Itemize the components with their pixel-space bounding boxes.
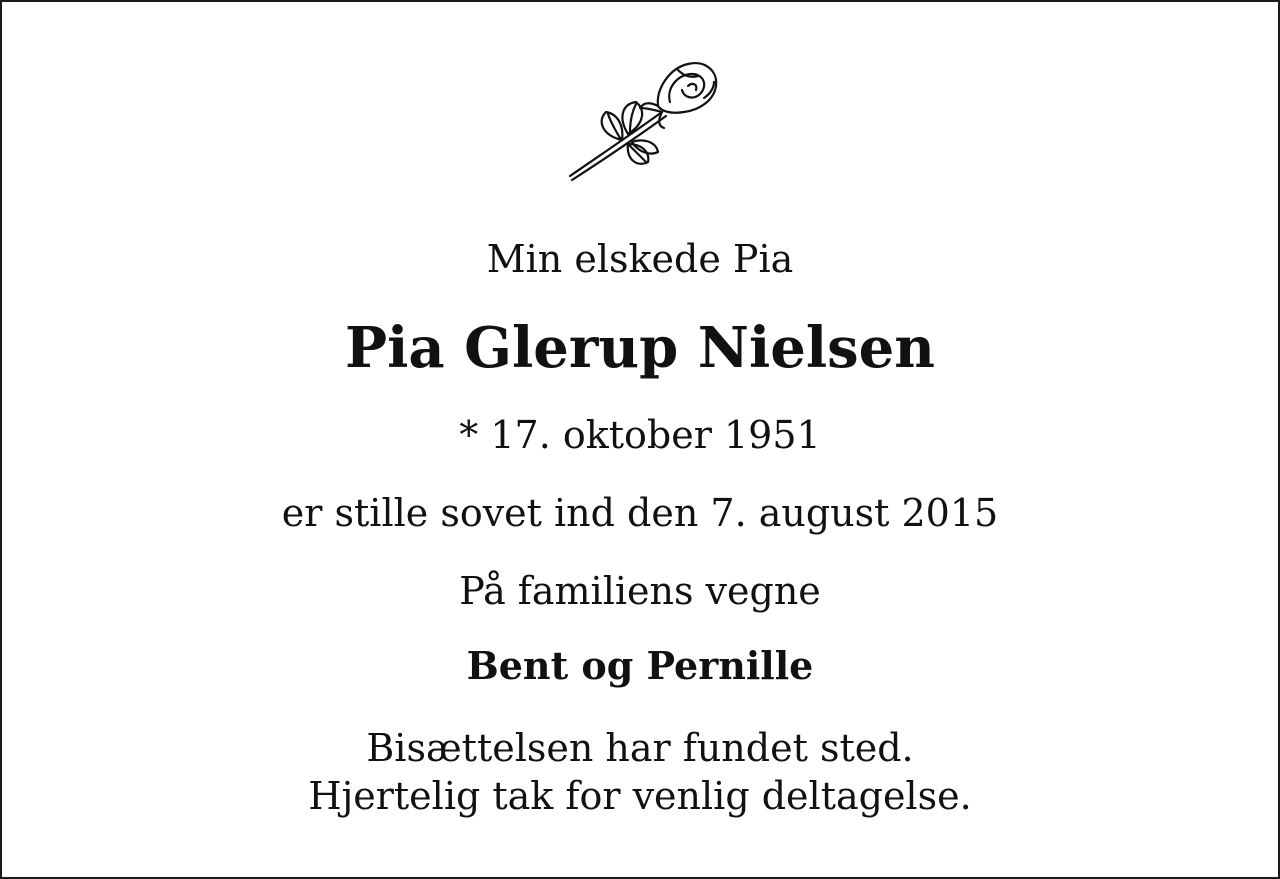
deceased-name: Pia Glerup Nielsen [345,315,935,381]
death-date: er stille sovet ind den 7. august 2015 [281,491,999,535]
signers: Bent og Pernille [466,643,814,688]
closing-line-1: Bisættelsen har fundet sted. [366,726,914,770]
greeting-line: Min elskede Pia [486,237,794,281]
closing-line-2: Hjertelig tak for venlig deltagelse. [308,774,972,818]
birth-date: * 17. oktober 1951 [459,413,821,457]
rose-icon [566,58,722,182]
on-behalf-line: På familiens vegne [459,569,821,613]
